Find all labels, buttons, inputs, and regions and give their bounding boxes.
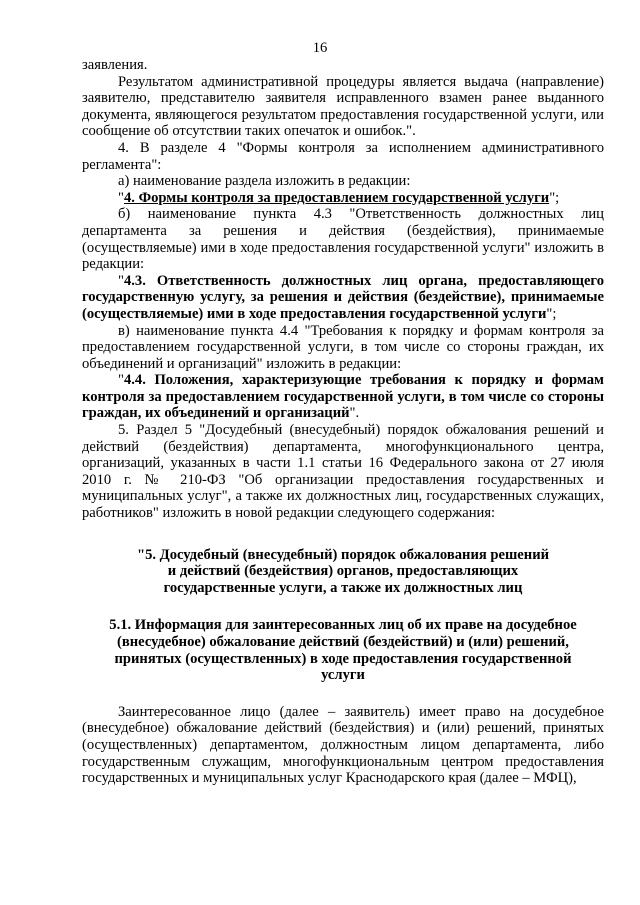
paragraph-2: Результатом административной процедуры является выдача (направление) заявителю, представителю заявителя исправленного взамен ранее выданного документа, являющегося результатом предоставления государственной услуги, или сообщение об отсутствии таких опечаток и ошибок.". — [82, 73, 604, 140]
section-5-1-heading — [82, 617, 604, 683]
quote-open: " — [118, 372, 124, 389]
paragraph-7 — [82, 273, 604, 323]
heading-line: (внесудебное) обжалование действий (бездействий) и (или) решений, — [117, 634, 569, 650]
paragraph-5 — [82, 190, 604, 207]
heading-line: государственные услуги, а также их должностных лиц — [163, 579, 523, 596]
quote-open: " — [118, 189, 124, 206]
spacer — [82, 522, 604, 547]
spacer — [82, 596, 604, 617]
paragraph-11: Заинтересованное лицо (далее – заявитель) имеет право на досудебное (внесудебное) обжалование действий (бездействия) и (или) решений, принятых (осуществленных) департаментом, должностным лицом департамента, либо государственным служащим, многофункциональным центром предоставления государственных и муниципальных услуг Краснодарского края (далее – МФЦ), — [82, 703, 604, 787]
spacer — [82, 684, 604, 704]
paragraph-9 — [82, 372, 604, 422]
heading-line: 5.1. Информация для заинтересованных лиц об их праве на досудебное — [109, 617, 577, 634]
section-5-heading — [82, 547, 604, 597]
page-number: 16 — [312, 40, 328, 56]
heading-line: "5. Досудебный (внесудебный) порядок обжалования решений — [136, 546, 550, 563]
paragraph-4: а) наименование раздела изложить в редакции: — [118, 173, 411, 190]
quote-open: " — [118, 272, 124, 289]
quote-close: ". — [349, 405, 360, 422]
heading-line: и действий (бездействия) органов, предоставляющих — [167, 563, 519, 580]
section-4-title: 4. Формы контроля за предоставлением государственной услуги — [123, 189, 550, 206]
quote-close: "; — [546, 305, 557, 322]
document-body — [82, 57, 604, 787]
paragraph-10: 5. Раздел 5 "Досудебный (внесудебный) порядок обжалования решений и действий (бездействия) департамента, многофункционального центра, организаций, указанных в части 1.1 статьи 16 Федерального закона от 27 июля 2010 г. № 210-ФЗ "Об организации предоставления государственных и муниципальных услуг", а также их должностных лиц, государственных служащих, работников" изложить в новой редакции следующего содержания: — [82, 422, 604, 522]
section-4-4-title: 4.4. Положения, характеризующие требования к порядку и формам контроля за предоставлением государственной услуги, в том числе со стороны граждан, их объединений и организаций — [82, 372, 604, 422]
quote-close: "; — [549, 189, 560, 206]
paragraph-1: заявления. — [82, 57, 148, 73]
heading-line: услуги — [321, 667, 365, 684]
paragraph-3: 4. В разделе 4 "Формы контроля за исполнением административного регламента": — [82, 139, 604, 173]
heading-line: принятых (осуществленных) в ходе предоставления государственной — [114, 650, 572, 667]
section-4-3-title: 4.3. Ответственность должностных лиц органа, предоставляющего государственную услугу, за решения и действия (бездействие), принимаемые (осуществляемые) ими в ходе предоставления государственной услуги — [82, 272, 604, 322]
paragraph-8: в) наименование пункта 4.4 "Требования к порядку и формам контроля за предоставлением государственной услуги, в том числе со стороны граждан, их объединений и организаций" изложить в редакции: — [82, 322, 604, 372]
paragraph-6: б) наименование пункта 4.3 "Ответственность должностных лиц департамента за решения и действия (бездействия), принимаемые (осуществляемые) ими в ходе предоставления государственной услуги" изложить в редакции: — [82, 206, 604, 273]
